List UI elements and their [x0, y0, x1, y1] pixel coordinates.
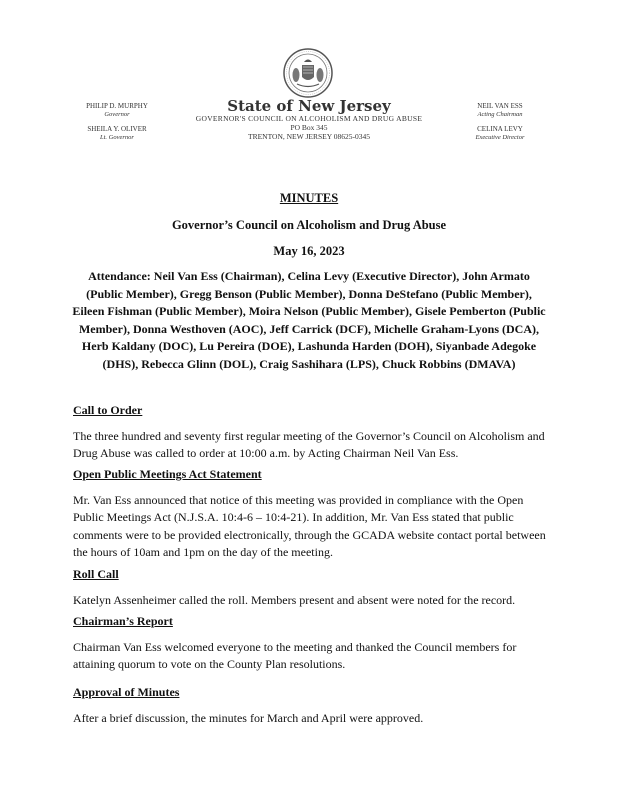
state-title: State of New Jersey: [227, 97, 391, 115]
lt-governor-role: Lt. Governor: [100, 133, 134, 141]
council-name-letterhead: GOVERNOR'S COUNCIL ON ALCOHOLISM AND DRUG ABUSE: [195, 114, 423, 123]
chairman-role: Acting Chairman: [477, 110, 523, 118]
city-address: TRENTON, NEW JERSEY 08625-0345: [248, 132, 370, 141]
director-block: [455, 125, 545, 142]
state-seal-icon: [282, 47, 334, 99]
meeting-date: May 16, 2023: [273, 244, 345, 258]
attendance-list: Attendance: Neil Van Ess (Chairman), Celina Levy (Executive Director), John Armato (Public Member), Gregg Benson (Public Member), Donna DeStefano (Public Member), Eileen Fishman (Public Member), Moira Nelson (Public Member), Gisele Pemberton (Public Member), Donna Westhoven (AOC), Jeff Carrick (DCF), Michelle Graham-Lyons (DCA), Herb Kaldany (DOC), Lu Pereira (DOE), Lashunda Harden (DOH), Siyanbade Adegoke (DHS), Rebecca Glinn (DOL), Craig Sashihara (LPS), Chuck Robbins (DMAVA): [72, 269, 546, 371]
section-body: Katelyn Assenheimer called the roll. Members present and absent were noted for the record.: [73, 592, 516, 607]
director-role: Executive Director: [475, 133, 525, 141]
section-body: Chairman Van Ess welcomed everyone to the meeting and thanked the Council members for attaining quorum to vote on the County Plan resolutions.: [73, 639, 517, 671]
letterhead: [0, 0, 618, 150]
governor-name: PHILIP D. MURPHY: [86, 102, 148, 110]
section-body: Mr. Van Ess announced that notice of this meeting was provided in compliance with the Open Public Meetings Act (N.J.S.A. 10:4-6 – 10:4-21). In addition, Mr. Van Ess stated that public comments were to be provided electronically, through the GCADA website contact portal between the hours of 10am and 1pm on the day of the meeting.: [73, 492, 546, 559]
section-heading: Open Public Meetings Act Statement: [73, 467, 262, 481]
section-heading: Chairman’s Report: [73, 614, 173, 628]
section-chairmans-report: [73, 613, 551, 674]
section-body: The three hundred and seventy first regular meeting of the Governor’s Council on Alcoholism and Drug Abuse was called to order at 10:00 a.m. by Acting Chairman Neil Van Ess.: [73, 428, 545, 460]
section-call-to-order: [73, 402, 551, 463]
section-open-public-meetings: [73, 466, 551, 562]
governor-block: [72, 102, 162, 119]
section-heading: Roll Call: [73, 567, 119, 581]
section-roll-call: [73, 566, 551, 609]
lt-governor-block: [72, 125, 162, 142]
lt-governor-name: SHEILA Y. OLIVER: [87, 125, 147, 133]
po-box: PO Box 345: [290, 123, 328, 132]
chairman-name: NEIL VAN ESS: [477, 102, 523, 110]
section-approval-of-minutes: [73, 684, 551, 727]
council-heading: Governor’s Council on Alcoholism and Drug Abuse: [171, 218, 447, 232]
governor-role: Governor: [104, 110, 130, 118]
minutes-title: MINUTES: [279, 191, 339, 205]
section-body: After a brief discussion, the minutes for March and April were approved.: [73, 710, 424, 725]
section-heading: Approval of Minutes: [73, 685, 180, 699]
section-heading: Call to Order: [73, 403, 143, 417]
director-name: CELINA LEVY: [477, 125, 523, 133]
chairman-block: [455, 102, 545, 119]
